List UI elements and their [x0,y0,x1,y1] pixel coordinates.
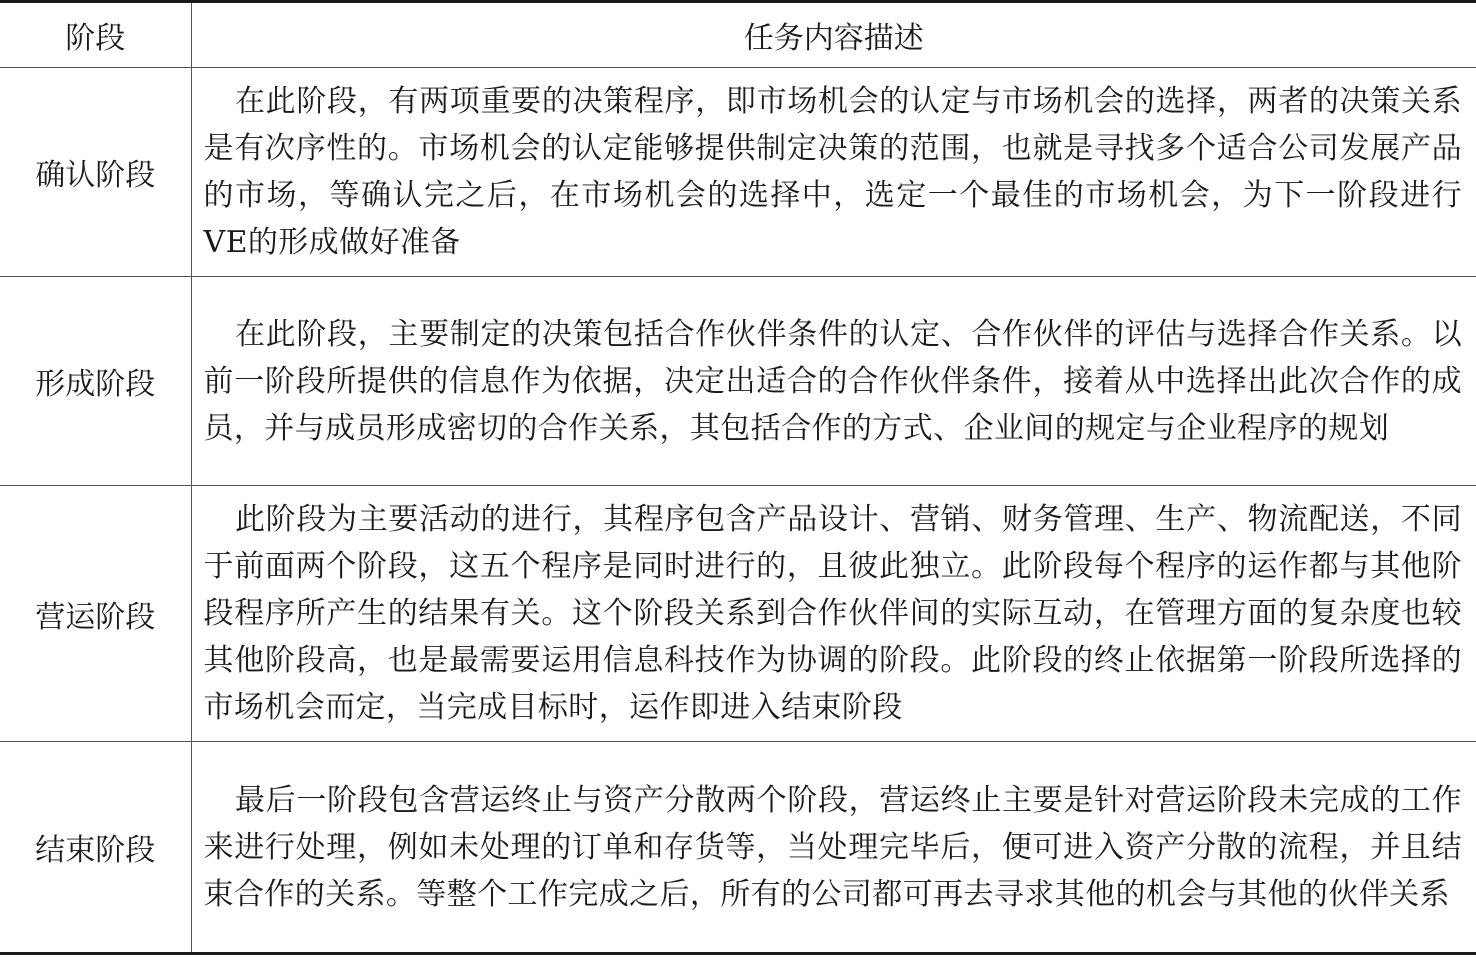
table-row [0,742,1476,954]
table-row [0,277,1476,486]
stage-cell: 形成阶段 [0,277,191,486]
description-cell: 在此阶段，有两项重要的决策程序，即市场机会的认定与市场机会的选择，两者的决策关系是有次序性的。市场机会的认定能够提供制定决策的范围，也就是寻找多个适合公司发展产品的市场，等确认完之后，在市场机会的选择中，选定一个最佳的市场机会，为下一阶段进行VE的形成做好准备 [191,68,1476,277]
table-body [0,68,1476,954]
stage-cell: 确认阶段 [0,68,191,277]
table-header [0,2,1476,68]
table-row [0,68,1476,277]
description-cell: 最后一阶段包含营运终止与资产分散两个阶段，营运终止主要是针对营运阶段未完成的工作来进行处理，例如未处理的订单和存货等，当处理完毕后，便可进入资产分散的流程，并且结束合作的关系。等整个工作完成之后，所有的公司都可再去寻求其他的机会与其他的伙伴关系 [191,742,1476,954]
stage-cell: 结束阶段 [0,742,191,954]
stage-cell: 营运阶段 [0,486,191,742]
description-cell: 在此阶段，主要制定的决策包括合作伙伴条件的认定、合作伙伴的评估与选择合作关系。以前一阶段所提供的信息作为依据，决定出适合的合作伙伴条件，接着从中选择出此次合作的成员，并与成员形成密切的合作关系，其包括合作的方式、企业间的规定与企业程序的规划 [191,277,1476,486]
table-row [0,486,1476,742]
header-stage: 阶段 [0,2,191,68]
description-cell: 此阶段为主要活动的进行，其程序包含产品设计、营销、财务管理、生产、物流配送，不同于前面两个阶段，这五个程序是同时进行的，且彼此独立。此阶段每个程序的运作都与其他阶段程序所产生的结果有关。这个阶段关系到合作伙伴间的实际互动，在管理方面的复杂度也较其他阶段高，也是最需要运用信息科技作为协调的阶段。此阶段的终止依据第一阶段所选择的市场机会而定，当完成目标时，运作即进入结束阶段 [191,486,1476,742]
header-row [0,2,1476,68]
header-description: 任务内容描述 [191,2,1476,68]
